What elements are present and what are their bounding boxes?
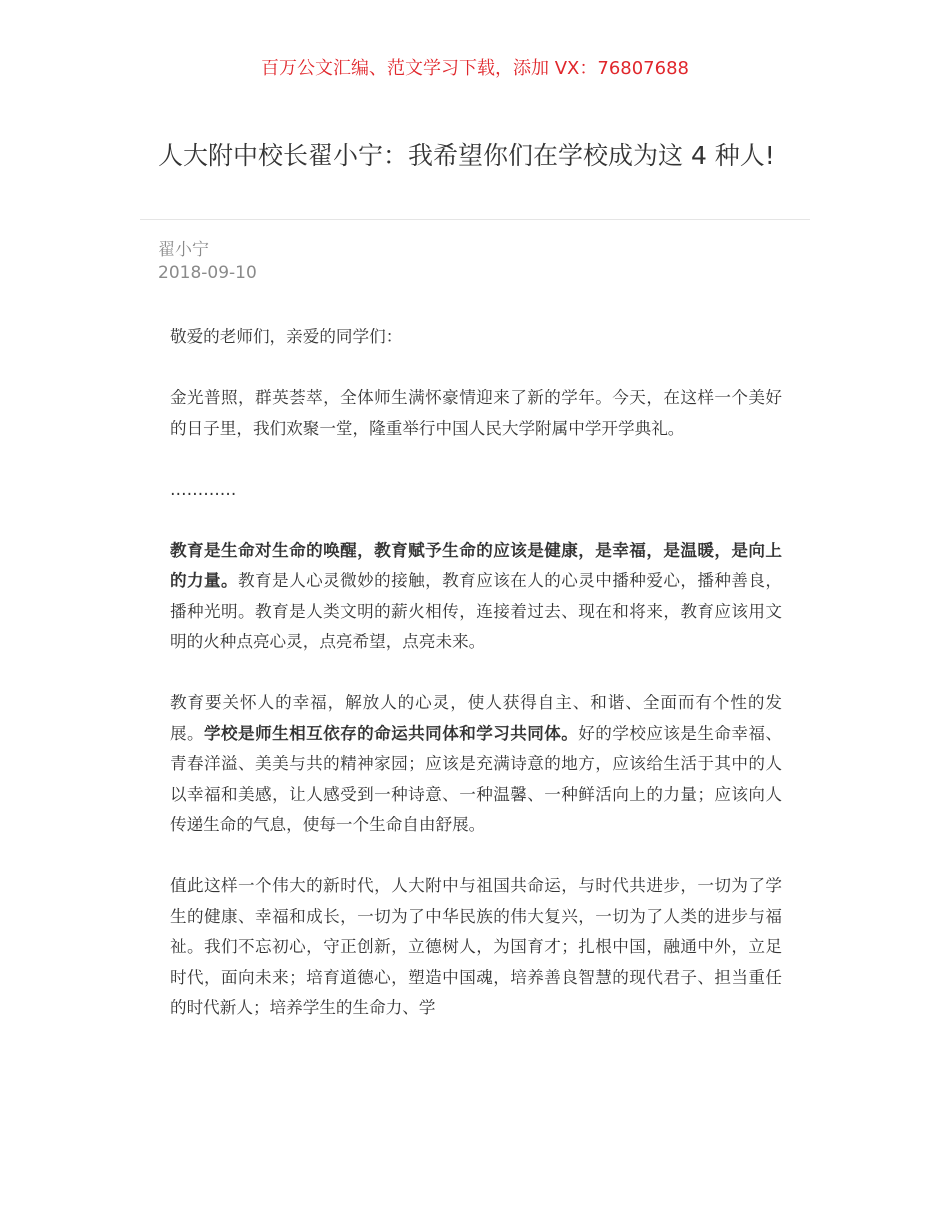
paragraph-era: 值此这样一个伟大的新时代，人大附中与祖国共命运，与时代共进步，一切为了学生的健康、幸福和成长，一切为了中华民族的伟大复兴，一切为了人类的进步与福祉。我们不忘初心，守正创新，立德树人，为国育才；扎根中国，融通中外，立足时代，面向未来；培育道德心，塑造中国魂，培养善良智慧的现代君子、担当重任的时代新人；培养学生的生命力、学 <box>170 876 782 1017</box>
article-date: 2018-09-10 <box>158 263 257 283</box>
promo-banner: 百万公文汇编、范文学习下载，添加 VX：76807688 <box>261 58 689 79</box>
paragraph-school-after: 好的学校应该是生命幸福、青春洋溢、美美与共的精神家园；应该是充满诗意的地方，应该给生活于其中的人以幸福和美感，让人感受到一种诗意、一种温馨、一种鲜活向上的力量；应该向人传递生命的气息，使每一个生命自由舒展。 <box>170 723 783 834</box>
paragraph-ellipsis: ………… <box>170 479 237 499</box>
article-title: 人大附中校长翟小宁：我希望你们在学校成为这 4 种人! <box>158 141 775 170</box>
title-divider <box>140 219 810 220</box>
paragraph-education <box>170 536 782 658</box>
article-body <box>170 322 782 1054</box>
paragraph-school-before: 教育要关怀人的幸福，解放人的心灵，使人获得自主、和谐、全面而有个性的发展。 <box>170 693 782 743</box>
paragraph-education-bold: 教育是生命对生命的唤醒，教育赋予生命的应该是健康，是幸福，是温暖，是向上的力量。 <box>170 540 782 590</box>
paragraph-school-bold: 学校是师生相互依存的命运共同体和学习共同体。 <box>204 723 579 743</box>
paragraph-opening: 金光普照，群英荟萃，全体师生满怀豪情迎来了新的学年。今天，在这样一个美好的日子里，我们欢聚一堂，隆重举行中国人民大学附属中学开学典礼。 <box>170 388 782 438</box>
paragraph-greeting: 敬爱的老师们，亲爱的同学们： <box>170 327 403 346</box>
paragraph-school <box>170 688 782 841</box>
article-author: 翟小宁 <box>158 240 209 260</box>
paragraph-education-rest: 教育是人心灵微妙的接触，教育应该在人的心灵中播种爱心，播种善良，播种光明。教育是人类文明的薪火相传，连接着过去、现在和将来，教育应该用文明的火种点亮心灵，点亮希望，点亮未来。 <box>170 571 782 651</box>
